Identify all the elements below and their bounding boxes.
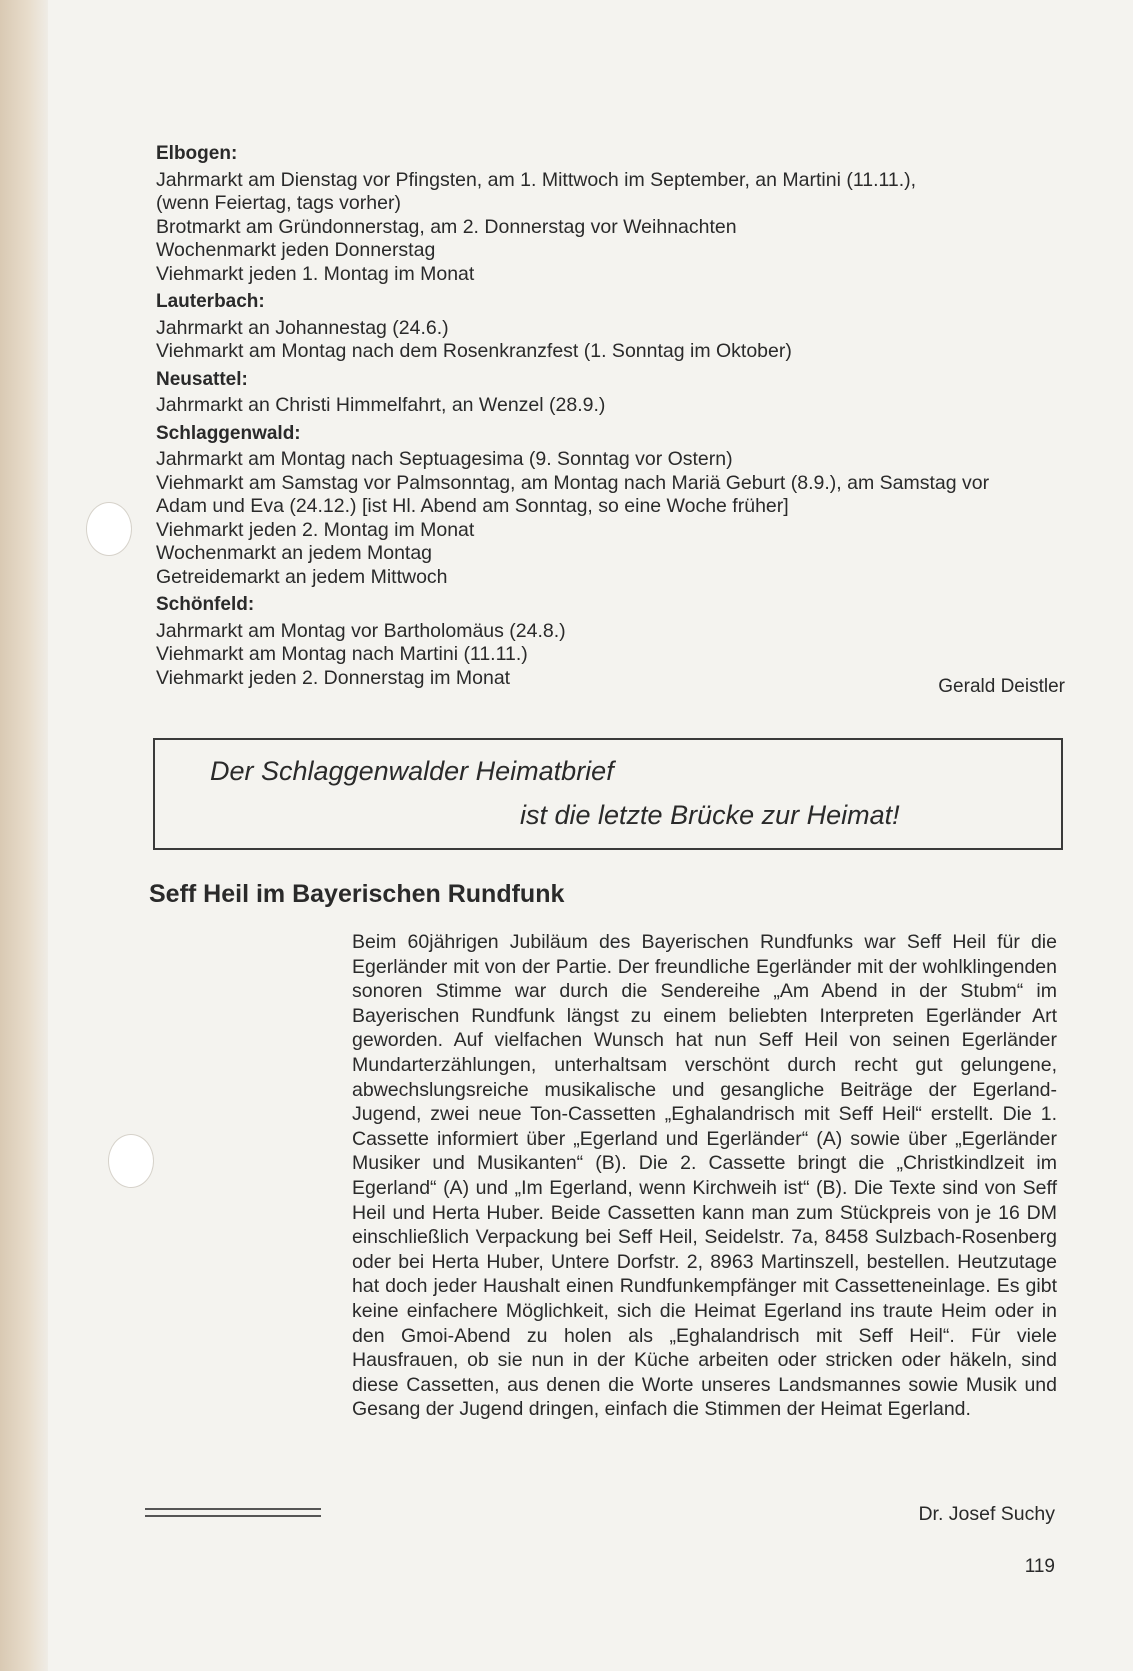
town-heading: Elbogen: bbox=[156, 143, 238, 164]
town-heading: Schlaggenwald: bbox=[156, 422, 301, 444]
article-paragraph: Beim 60jährigen Jubiläum des Bayerischen Rundfunks war Seff Heil für die Egerländer mit von der Partie. Der freundliche Egerländer mit der wohlklingenden sonoren Stimme war durch die Sendereihe „Am Abend in der Stubm“ im Bayerischen Rundfunk längst zu einem beliebten Interpreten Egerländer Art geworden. Auf vielfachen Wunsch hat nun Seff Heil von seinen Egerländer Mundarterzählungen, unterhaltsam verschönt durch recht gut gelungene, abwechslungsreiche musikalische und gesangliche Beiträge der Egerland-Jugend, zwei neue Ton-Cassetten „Eghalandrisch mit Seff Heil“ erstellt. Die 1. Cassette informiert über „Egerland und Egerländer“ (A) sowie über „Egerländer Musiker und Musikanten“ (B). Die 2. Cassette bringt die „Christkindlzeit im Egerland“ (A) und „Im Egerland, wenn Kirchweih ist“ (B). Die Texte sind von Seff Heil und Herta Huber. Beide Cassetten kann man zum Stückpreis von je 16 DM einschließlich Verpackung bei Seff Heil, Seidelstr. 7a, 8458 Sulzbach-Rosenberg oder bei Herta Huber, Untere Dorfstr. 2, 8963 Martinszell, bestellen. Heutzutage hat doch jeder Haushalt einen Rundfunkempfänger mit Cassetteneinlage. Es gibt keine einfachere Möglichkeit, sich die Heimat Egerland ins traute Heim oder in den Gmoi-Abend zu holen als „Eghalandrisch mit Seff Heil“. Für viele Hausfrauen, ob sie nun in der Küche arbeiten oder stricken oder häkeln, sind diese Cassetten, aus denen die Worte unseres Landsmannes sowie Musik und Gesang der Jugend dringen, einfach die Stimmen der Heimat Egerland. bbox=[352, 931, 1057, 1421]
market-line: Jahrmarkt am Dienstag vor Pfingsten, am 1. Mittwoch im September, an Martini (11.11.), bbox=[156, 168, 917, 191]
market-line: Viehmarkt jeden 2. Donnerstag im Monat bbox=[156, 666, 511, 689]
market-line: Adam und Eva (24.12.) [ist Hl. Abend am Sonntag, so eine Woche früher] bbox=[156, 495, 789, 517]
slogan-line-1: Der Schlaggenwalder Heimatbrief bbox=[210, 756, 614, 786]
town-heading: Lauterbach: bbox=[156, 291, 265, 312]
market-line: Jahrmarkt an Johannestag (24.6.) bbox=[156, 316, 449, 339]
article-title: Seff Heil im Bayerischen Rundfunk bbox=[149, 880, 565, 908]
market-line: Viehmarkt jeden 2. Montag im Monat bbox=[156, 518, 475, 541]
divider-rule bbox=[145, 1508, 321, 1510]
market-line: Jahrmarkt am Montag vor Bartholomäus (24.8.) bbox=[156, 619, 566, 642]
market-line: Jahrmarkt am Montag nach Septuagesima (9. Sonntag vor Ostern) bbox=[156, 448, 733, 470]
markets-author: Gerald Deistler bbox=[938, 676, 1065, 697]
divider-rule bbox=[145, 1515, 321, 1517]
slogan-box bbox=[153, 738, 1063, 850]
market-line: Viehmarkt am Montag nach Martini (11.11.) bbox=[156, 643, 528, 665]
town-heading: Neusattel: bbox=[156, 368, 248, 390]
article-author: Dr. Josef Suchy bbox=[918, 1503, 1055, 1525]
page-number: 119 bbox=[1024, 1556, 1055, 1577]
market-line: Brotmarkt am Gründonnerstag, am 2. Donnerstag vor Weihnachten bbox=[156, 215, 737, 238]
market-line: Viehmarkt jeden 1. Montag im Monat bbox=[156, 262, 475, 285]
market-line: Viehmarkt am Montag nach dem Rosenkranzfest (1. Sonntag im Oktober) bbox=[156, 340, 792, 362]
town-heading: Schönfeld: bbox=[156, 594, 255, 615]
market-line: (wenn Feiertag, tags vorher) bbox=[156, 192, 401, 214]
market-line: Viehmarkt am Samstag vor Palmsonntag, am Montag nach Mariä Geburt (8.9.), am Samstag vor bbox=[156, 471, 990, 494]
market-line: Jahrmarkt an Christi Himmelfahrt, an Wenzel (28.9.) bbox=[156, 394, 606, 416]
market-line: Wochenmarkt jeden Donnerstag bbox=[156, 239, 436, 261]
market-line: Getreidemarkt an jedem Mittwoch bbox=[156, 565, 448, 588]
market-line: Wochenmarkt an jedem Montag bbox=[156, 542, 433, 564]
slogan-line-2: ist die letzte Brücke zur Heimat! bbox=[520, 800, 900, 830]
market-list bbox=[156, 142, 1086, 690]
article-body bbox=[352, 930, 1057, 1422]
